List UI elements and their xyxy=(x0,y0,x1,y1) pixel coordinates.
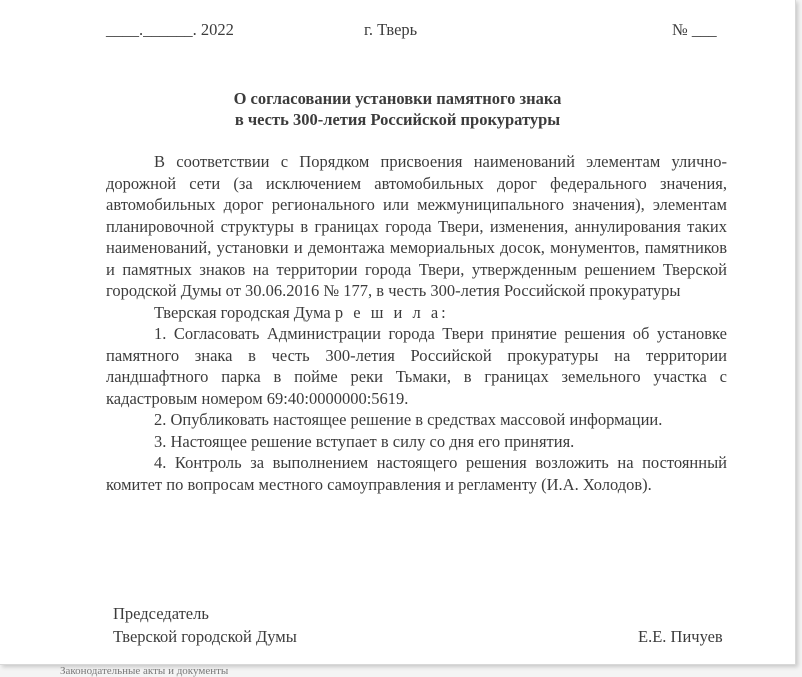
resolution-subject: Тверская городская Дума xyxy=(154,302,331,322)
document-number: № ___ xyxy=(672,20,717,39)
item-1-paragraph: 1. Согласовать Администрации города Твери принятие решения об установке памятного знака в честь 300-летия Российской прокуратуры на территории ландшафтного парка в пойме реки Тьмаки, в границах земельного участка с кадастровым номером 69:40:0000000:5619. xyxy=(106,324,727,408)
document-city: г. Тверь xyxy=(364,20,418,39)
document-body xyxy=(106,151,727,495)
document-date: ____.______. 2022 xyxy=(106,20,234,39)
resolution-word: р е ш и л а: xyxy=(334,302,449,322)
title-line-2: в честь 300-летия Российской прокуратуры xyxy=(234,110,561,129)
preamble-paragraph: В соответствии с Порядком присвоения наименований элементам улично-дорожной сети (за исключением автомобильных дорог федерального значения, автомобильных дорог регионального или межмуниципального значения), элементам планировочной структуры в границах города Твери, изменения, аннулирования таких наименований, установки и демонтажа мемориальных досок, монументов, памятников и памятных знаков на территории города Твери, утвержденным решением Тверской городской Думы от 30.06.2016 № 177, в честь 300-летия Российской прокуратуры xyxy=(106,152,727,300)
item-2-paragraph: 2. Опубликовать настоящее решение в средствах массовой информации. xyxy=(154,410,663,429)
signature-role-line-1: Председатель xyxy=(113,604,209,623)
resolution-paragraph xyxy=(106,302,727,324)
signature-name: Е.Е. Пичуев xyxy=(638,627,723,646)
document-title xyxy=(0,88,795,130)
title-line-1: О согласовании установки памятного знака xyxy=(233,89,562,108)
cropped-footer-text: Законодательные акты и документы xyxy=(60,665,229,677)
item-4-paragraph: 4. Контроль за выполнением настоящего решения возложить на постоянный комитет по вопросам местного самоуправления и регламенту (И.А. Холодов). xyxy=(106,453,727,494)
cropped-footer xyxy=(60,664,330,677)
signature-role-line-2: Тверской городской Думы xyxy=(113,627,297,646)
item-3-paragraph: 3. Настоящее решение вступает в силу со дня его принятия. xyxy=(154,431,575,451)
